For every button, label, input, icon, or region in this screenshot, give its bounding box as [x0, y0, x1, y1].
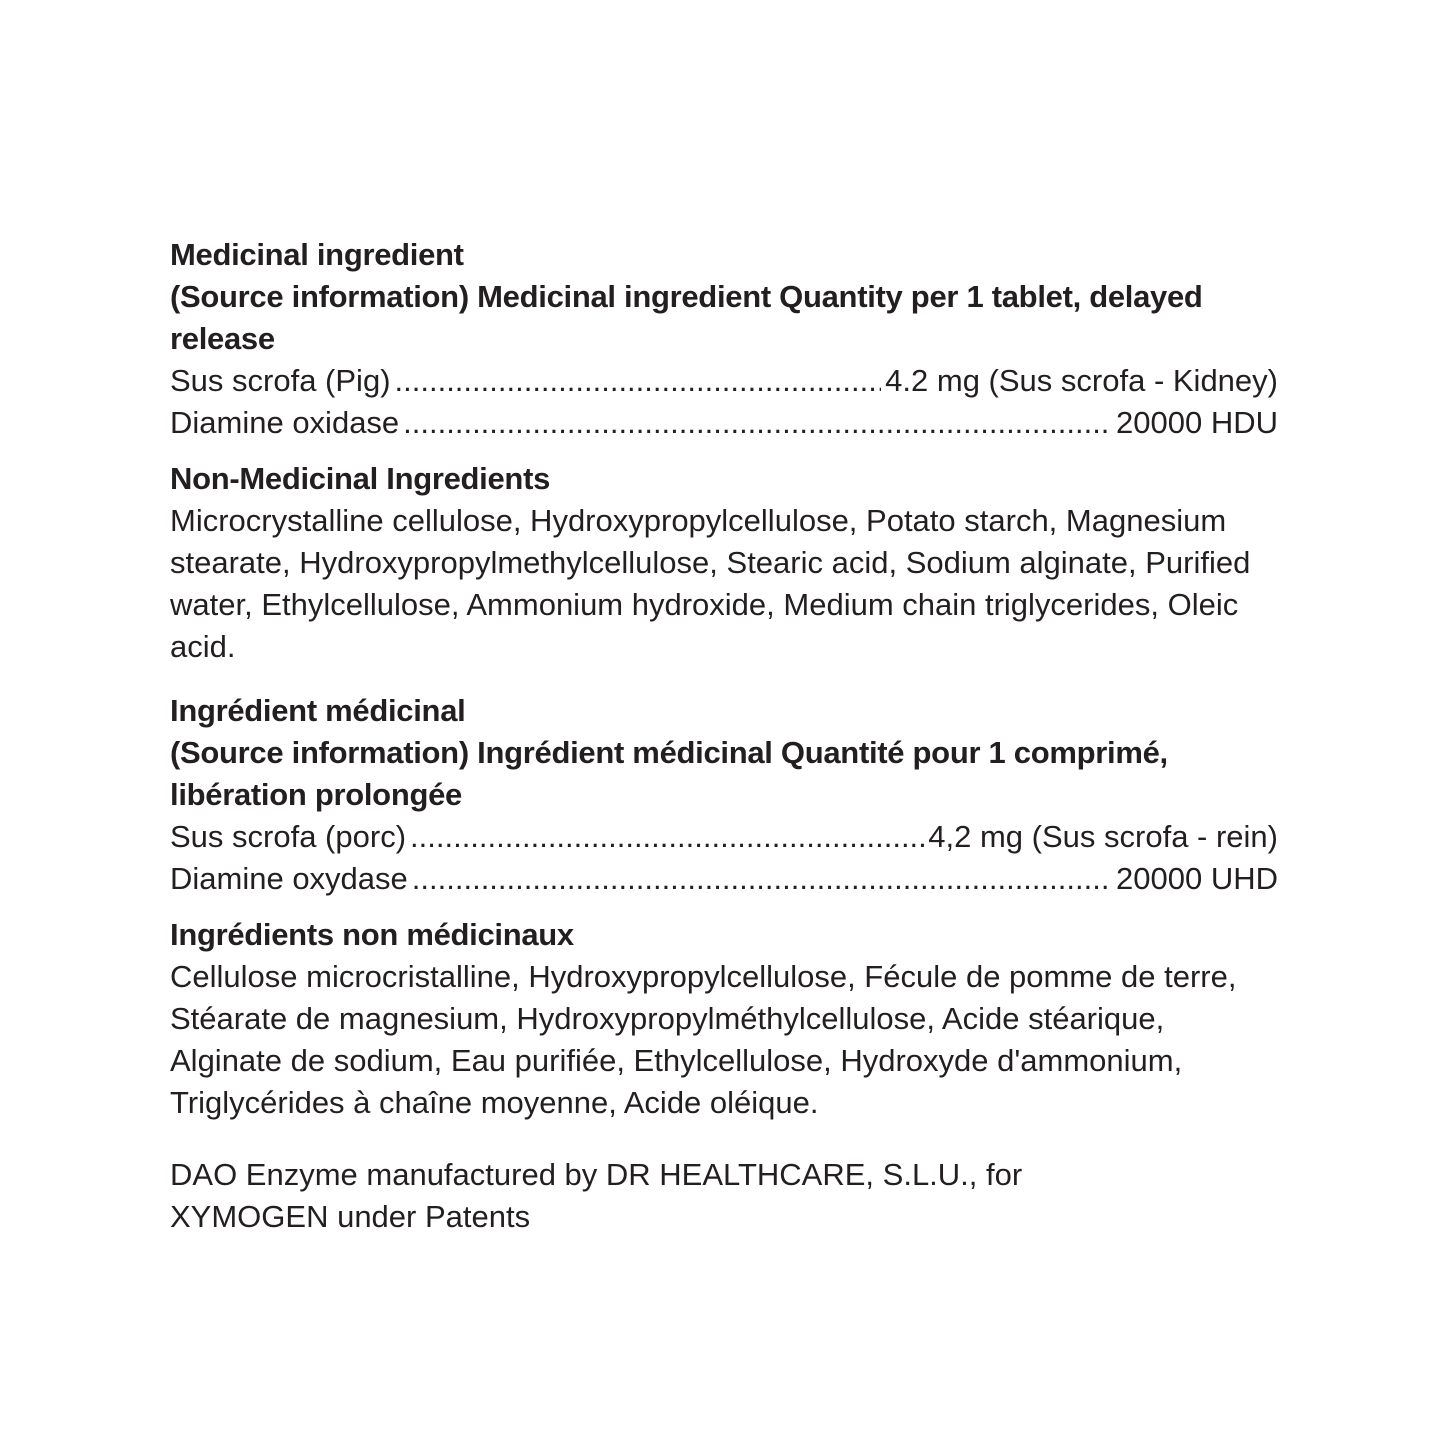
dot-leader [395, 360, 882, 402]
ingredient-name: Diamine oxidase [170, 405, 400, 440]
dot-leader [412, 858, 1112, 900]
ingredient-name: Sus scrofa (Pig) [170, 363, 391, 398]
non-medicinal-heading: Non-Medicinal Ingredients [170, 461, 551, 496]
french-medicinal-section [170, 690, 1278, 900]
ingredient-name: Sus scrofa (porc) [170, 819, 407, 854]
french-non-medicinal-section [170, 914, 1278, 1124]
ingredient-quantity: 4.2 mg (Sus scrofa - Kidney) [885, 363, 1278, 398]
source-information-heading: (Source information) Medicinal ingredient Quantity per 1 tablet, delayed release [170, 279, 1203, 356]
manufacturer-note [170, 1154, 1278, 1238]
medicinal-ingredient-heading-fr: Ingrédient médicinal [170, 693, 466, 728]
ingredient-quantity: 20000 UHD [1116, 861, 1278, 896]
manufacturer-text: DAO Enzyme manufactured by DR HEALTHCARE, S.L.U., for XYMOGEN under Patents [170, 1157, 1023, 1234]
non-medicinal-heading-fr: Ingrédients non médicinaux [170, 917, 574, 952]
ingredient-name: Diamine oxydase [170, 861, 408, 896]
ingredient-quantity: 20000 HDU [1116, 405, 1278, 440]
source-information-heading-fr: (Source information) Ingrédient médicinal Quantité pour 1 comprimé, libération prolongée [170, 735, 1168, 812]
ingredient-label [170, 234, 1278, 1238]
ingredient-row [170, 402, 1278, 444]
medicinal-ingredient-heading: Medicinal ingredient [170, 237, 464, 272]
ingredient-row [170, 360, 1278, 402]
dot-leader [410, 816, 924, 858]
non-medicinal-list: Microcrystalline cellulose, Hydroxypropylcellulose, Potato starch, Magnesium stearate, Hydroxypropylmethylcellulose, Stearic acid, Sodium alginate, Purified water, Ethylcellulose, Ammonium hydroxide, Medium chain triglycerides, Oleic acid. [170, 503, 1251, 664]
ingredient-row [170, 816, 1278, 858]
non-medicinal-list-fr: Cellulose microcristalline, Hydroxypropylcellulose, Fécule de pomme de terre, Stéarate de magnesium, Hydroxypropylméthylcellulose, Acide stéarique, Alginate de sodium, Eau purifiée, Ethylcellulose, Hydroxyde d'ammonium, Triglycérides à chaîne moyenne, Acide oléique. [170, 959, 1237, 1120]
ingredient-quantity: 4,2 mg (Sus scrofa - rein) [928, 819, 1278, 854]
ingredient-row [170, 858, 1278, 900]
dot-leader [403, 402, 1112, 444]
english-non-medicinal-section [170, 458, 1278, 668]
english-medicinal-section [170, 234, 1278, 444]
